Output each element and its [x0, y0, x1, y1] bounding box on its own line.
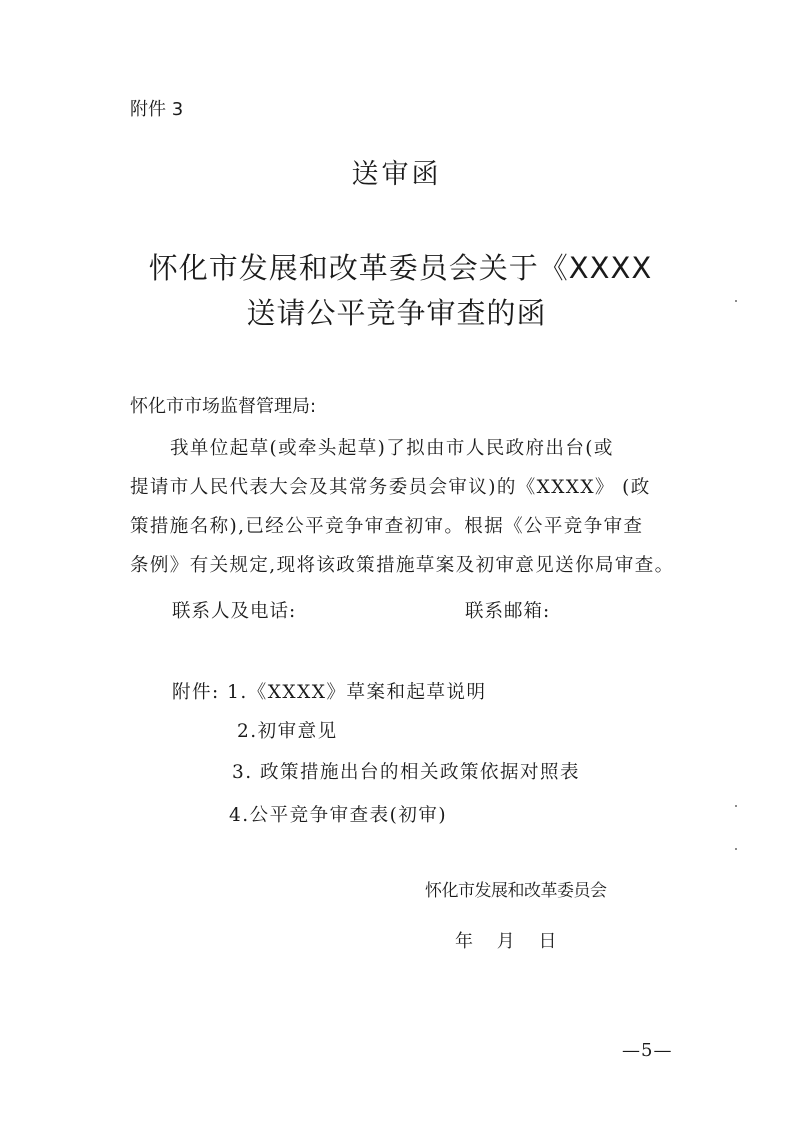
page-number: —5—: [622, 1040, 673, 1061]
signature-organization: 怀化市发展和改革委员会: [425, 881, 607, 901]
body-line-3: 策措施名称),已经公平竞争审查初审。根据《公平竞争审查: [130, 516, 644, 537]
attachment-item-1: 附件: 1.《XXXX》草案和起草说明: [172, 682, 487, 703]
title-line-1: 怀化市发展和改革委员会关于《XXXX: [148, 251, 653, 285]
contact-email-label: 联系邮箱:: [465, 601, 551, 622]
signature-date: 年 月 日: [455, 931, 557, 952]
attachment-item-3: 3. 政策措施出台的相关政策依据对照表: [232, 762, 581, 783]
body-line-2: 提请市人民代表大会及其常务委员会审议)的《XXXX》 (政: [130, 477, 651, 498]
attachment-item-4: 4.公平竞争审查表(初审): [229, 805, 448, 826]
contact-phone-label: 联系人及电话:: [172, 601, 297, 622]
scan-speck: [735, 805, 737, 807]
title-line-2: 送请公平竞争审查的函: [246, 296, 547, 330]
attachment-label: 附件 3: [130, 99, 184, 120]
body-line-4: 条例》有关规定,现将该政策措施草案及初审意见送你局审查。: [130, 555, 675, 576]
body-line-1: 我单位起草(或牵头起草)了拟由市人民政府出台(或: [170, 438, 614, 459]
scan-speck: [735, 848, 737, 850]
recipient: 怀化市市场监督管理局:: [130, 396, 317, 417]
attachment-item-2: 2.初审意见: [237, 721, 338, 742]
scan-speck: [735, 300, 737, 302]
document-type-heading: 送审函: [351, 159, 442, 190]
